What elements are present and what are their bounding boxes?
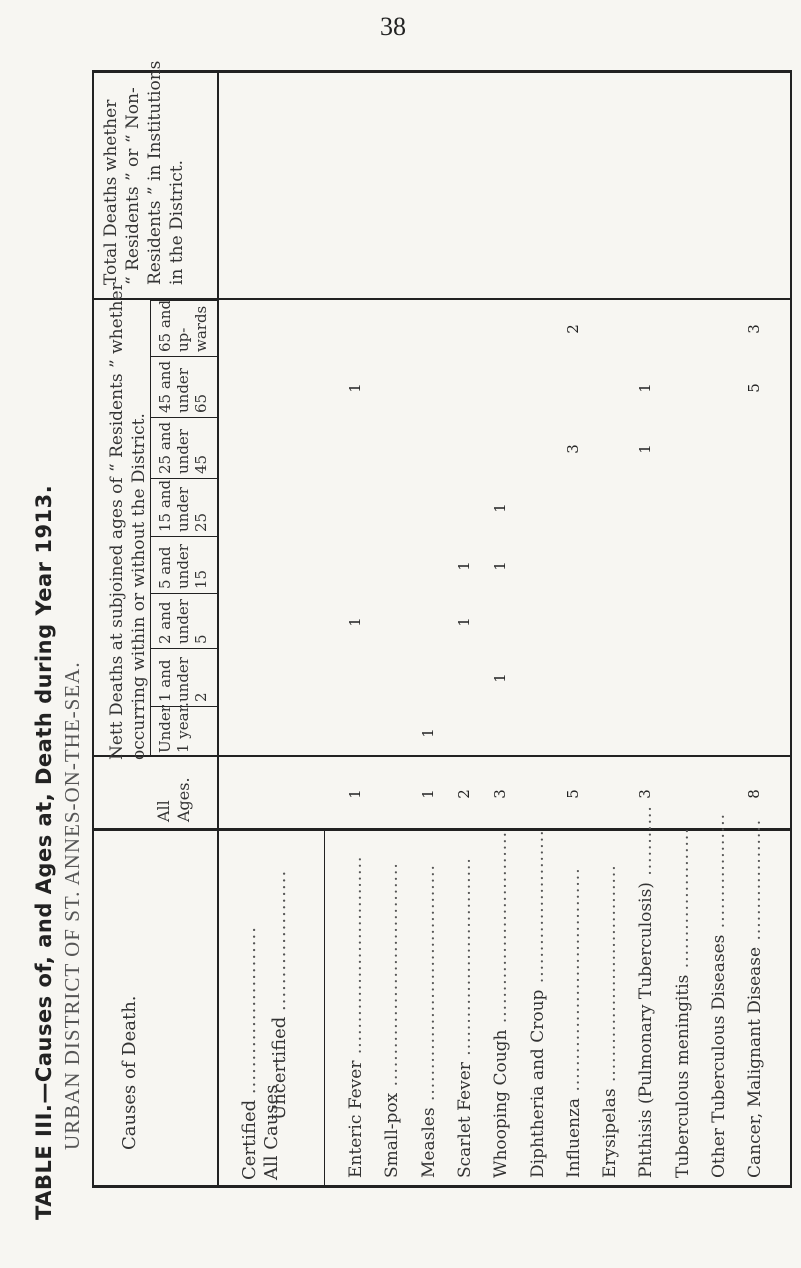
- age-group-header: 25 and under 45: [156, 421, 210, 474]
- cause-value: 1: [418, 788, 437, 799]
- all-causes-label: All Causes: [261, 1084, 282, 1180]
- table-title: TABLE III.—Causes of, and Ages at, Death during Year 1913.: [32, 484, 56, 1220]
- age-group-header: 2 and under 5: [156, 599, 210, 644]
- rule-top: [92, 70, 792, 73]
- cause-label: Cancer, Malignant Disease ...................: [745, 818, 766, 1178]
- cause-value: 1: [636, 382, 655, 393]
- age-separator: [150, 648, 217, 649]
- cause-value: 5: [745, 382, 764, 393]
- cause-value: 8: [745, 788, 764, 799]
- rule-left: [92, 70, 94, 1188]
- cause-label: Diphtheria and Croup ........................: [527, 829, 548, 1178]
- age-group-header: 65 and up- wards: [156, 299, 210, 352]
- age-group-header: 1 and under 2: [156, 657, 210, 702]
- cause-label: Scarlet Fever ...............................: [454, 857, 475, 1178]
- cause-value: 1: [345, 788, 364, 799]
- cause-value: 2: [563, 324, 582, 334]
- mortality-table: [92, 60, 792, 1188]
- cause-value: 3: [563, 443, 582, 454]
- cause-value: 1: [418, 727, 437, 738]
- cause-value: 5: [563, 788, 582, 799]
- table-subtitle: URBAN DISTRICT OF ST. ANNES-ON-THE-SEA.: [60, 661, 84, 1150]
- cause-label: Erysipelas ..................................: [600, 864, 621, 1178]
- total-deaths-header: Total Deaths whether “ Residents ” or “ Non- Residents ” in Institutions in the District.: [101, 60, 187, 285]
- header-separator: [217, 70, 219, 1188]
- cause-value: 1: [636, 443, 655, 454]
- cause-label: Measles .....................................: [418, 864, 439, 1178]
- cause-label: Other Tuberculous Diseases ..................: [709, 812, 729, 1178]
- cause-value: 1: [454, 616, 473, 627]
- cause-value: 3: [636, 788, 655, 799]
- title-area: [0, 0, 92, 1268]
- age-group-header: 15 and under 25: [156, 479, 210, 532]
- cause-value: 3: [490, 788, 509, 799]
- nett-header-line: [150, 300, 151, 755]
- age-separator: [150, 417, 217, 418]
- uncertified-row: Uncertified .....................: [269, 869, 290, 1120]
- cause-label: Enteric Fever ...............................: [346, 855, 366, 1178]
- all-ages-header: All Ages.: [154, 777, 193, 822]
- age-separator: [150, 593, 217, 594]
- age-group-header: 5 and under 15: [156, 544, 210, 589]
- section-line-allages: [92, 755, 792, 757]
- cause-label: Phthisis (Pulmonary Tuberculosis) ...........: [636, 805, 657, 1178]
- age-separator: [150, 478, 217, 479]
- cause-label: Tuberculous meningitis ......................: [672, 827, 693, 1178]
- cause-value: 1: [490, 560, 509, 571]
- page-number: 38: [380, 12, 406, 41]
- age-group-header: Under 1 year.: [156, 702, 192, 753]
- cause-value: 1: [345, 382, 364, 393]
- cause-value: 1: [454, 560, 473, 571]
- cause-value: 1: [490, 673, 509, 683]
- age-separator: [150, 356, 217, 357]
- rule-right: [790, 70, 792, 1188]
- cause-value: 3: [745, 324, 764, 334]
- all-causes-divider: [324, 828, 325, 1188]
- cause-label: Whooping Cough ..............................: [491, 831, 512, 1178]
- cause-value: 1: [345, 616, 364, 627]
- cause-value: 2: [454, 788, 473, 799]
- certified-row: Certified .........................: [239, 926, 260, 1180]
- age-group-header: 45 and under 65: [156, 360, 210, 413]
- rule-bottom: [92, 1185, 792, 1188]
- cause-label: Small-pox ...................................: [382, 862, 403, 1178]
- age-separator: [150, 536, 217, 537]
- cause-value: 1: [490, 503, 509, 513]
- nett-deaths-header: Nett Deaths at subjoined ages of “ Residents ” whether occurring within or without the District.: [107, 282, 149, 760]
- cause-label: Influenza ...................................: [563, 867, 584, 1178]
- causes-header: Causes of Death.: [119, 995, 140, 1150]
